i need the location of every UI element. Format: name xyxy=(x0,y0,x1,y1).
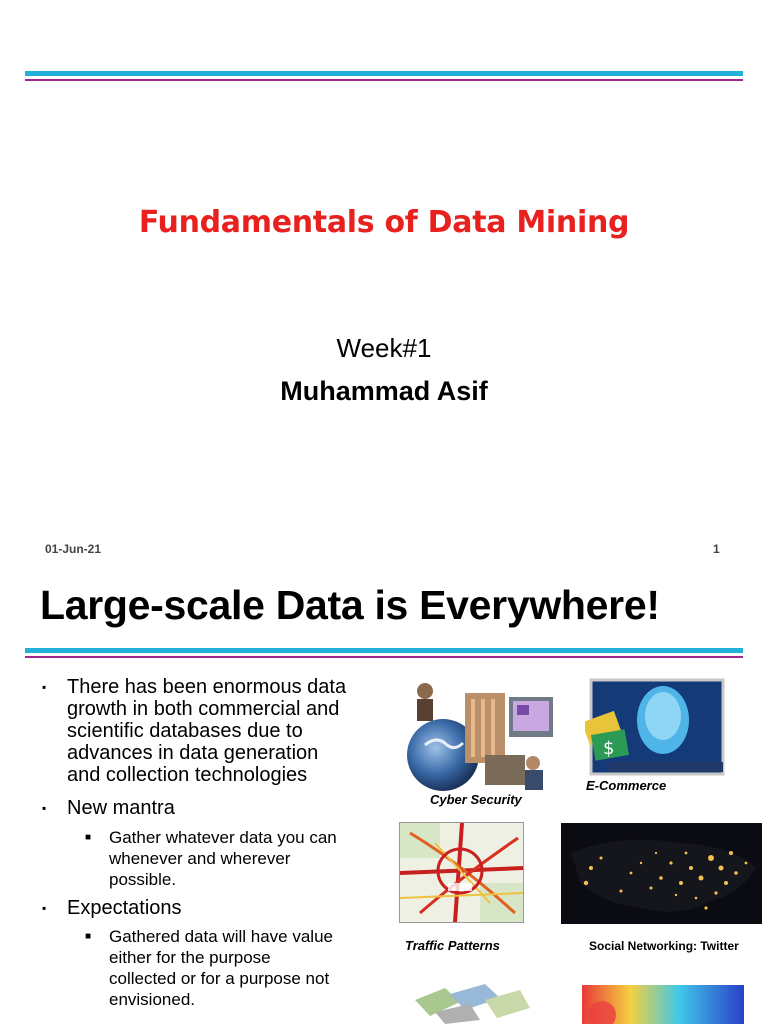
traffic-map-icon xyxy=(399,822,524,923)
slide-2-rule-magenta xyxy=(25,656,743,658)
svg-text:$: $ xyxy=(603,738,615,759)
bullet-square-icon: ▪ xyxy=(42,801,47,815)
caption-social-networking: Social Networking: Twitter xyxy=(589,939,739,953)
data-tiles-icon xyxy=(405,980,535,1024)
caption-cyber-security: Cyber Security xyxy=(430,792,522,807)
slide-title: Fundamentals of Data Mining xyxy=(138,205,630,240)
slide-date: 01-Jun-21 xyxy=(45,542,102,556)
header-rule-cyan xyxy=(25,71,743,76)
cyber-security-collage-icon xyxy=(405,675,565,795)
bullet-square-icon: ▪ xyxy=(42,901,47,915)
bullet-square-icon: ■ xyxy=(85,832,92,843)
bullet-square-icon: ■ xyxy=(85,931,92,942)
week-label: Week#1 xyxy=(336,333,432,363)
night-lights-map-icon xyxy=(561,823,762,924)
caption-e-commerce: E-Commerce xyxy=(586,778,667,793)
bullet-square-icon: ▪ xyxy=(42,680,47,694)
author-name: Muhammad Asif xyxy=(280,376,488,406)
e-commerce-collage-icon xyxy=(585,676,745,780)
header-rule-magenta xyxy=(25,79,743,81)
caption-traffic-patterns: Traffic Patterns xyxy=(405,938,500,953)
page-number: 1 xyxy=(713,542,720,556)
slide-2-rule-cyan xyxy=(25,648,743,653)
heatmap-icon xyxy=(582,985,744,1024)
slide-2-title: Large-scale Data is Everywhere! xyxy=(40,582,660,628)
